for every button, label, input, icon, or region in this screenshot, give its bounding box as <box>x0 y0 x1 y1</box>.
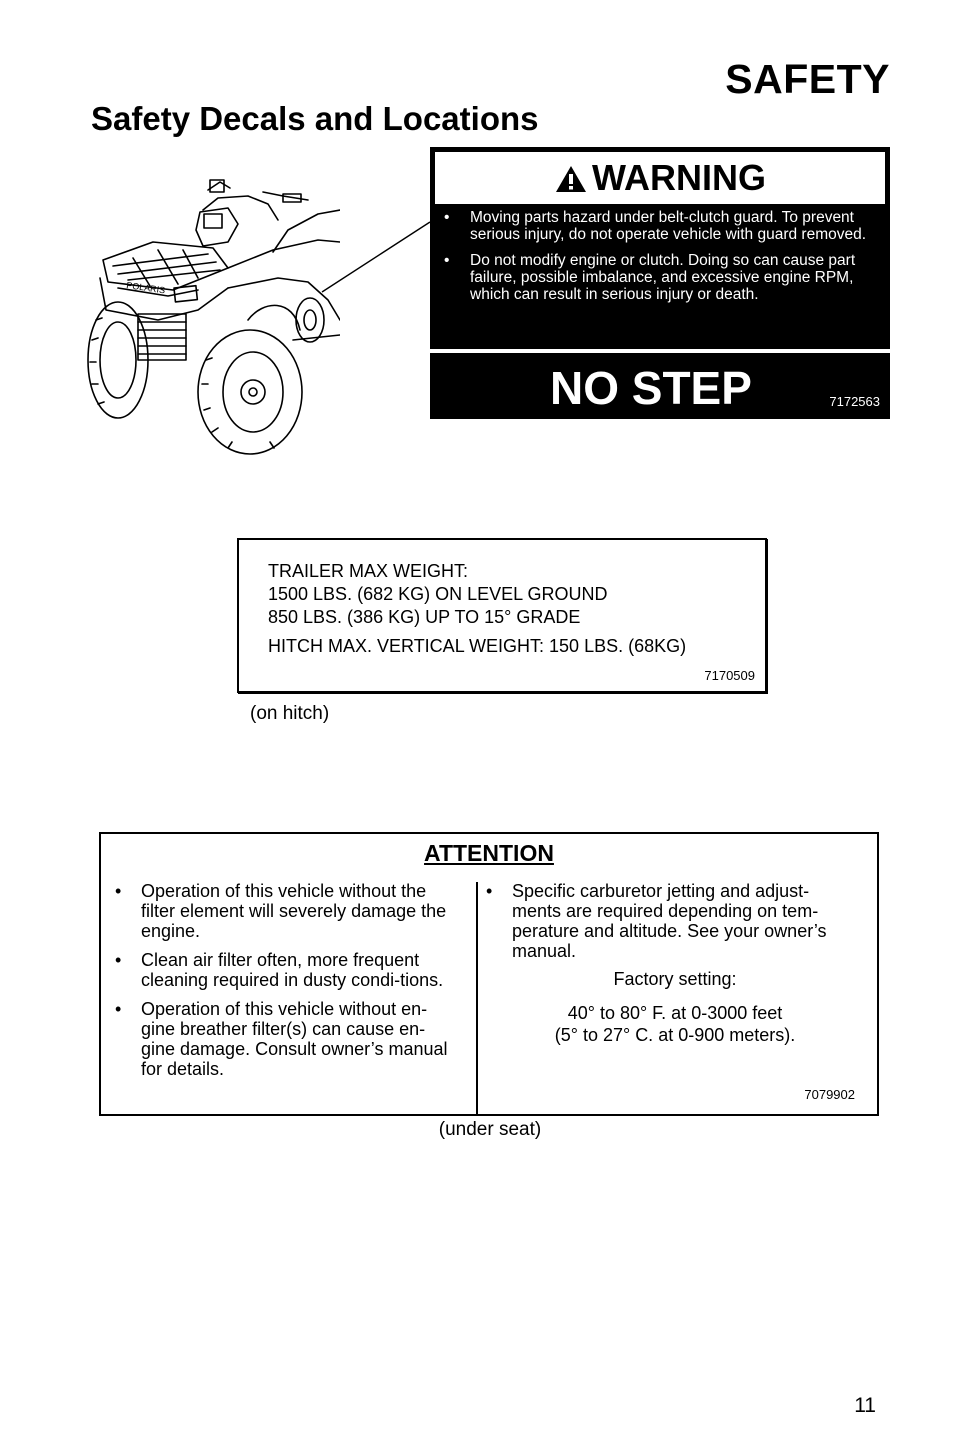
attention-decal-location: (under seat) <box>438 1119 542 1140</box>
warning-title: WARNING <box>592 157 766 198</box>
trailer-line: 850 LBS. (386 KG) UP TO 15° GRADE <box>268 607 581 627</box>
warning-item: • Moving parts hazard under belt-clutch guard. To prevent serious injury, do not operate vehicle with guard removed. <box>444 209 872 243</box>
attention-left-list <box>115 881 455 1088</box>
no-step-label: NO STEP <box>550 362 752 414</box>
page-number: 11 <box>854 1394 876 1417</box>
attention-right-list <box>486 881 858 970</box>
warning-triangle-icon <box>554 164 588 194</box>
no-step-decal <box>430 353 890 419</box>
trailer-weight-text <box>268 560 607 629</box>
factory-setting-fahrenheit: 40° to 80° F. at 0-3000 feet <box>567 1003 783 1023</box>
factory-setting-celsius: (5° to 27° C. at 0-900 meters). <box>554 1025 796 1045</box>
attention-title: ATTENTION <box>424 840 554 866</box>
hitch-weight-text: HITCH MAX. VERTICAL WEIGHT: 150 LBS. (68KG) <box>268 636 687 656</box>
attention-item: • Operation of this vehicle without en-gine breather filter(s) can cause en-gine damage. Consult owner’s manual for details. <box>115 999 455 1079</box>
attention-decal-code: 7079902 <box>804 1087 855 1102</box>
trailer-line: 1500 LBS. (682 KG) ON LEVEL GROUND <box>268 584 608 604</box>
trailer-decal <box>237 538 767 693</box>
attention-item: • Specific carburetor jetting and adjust-ments are required depending on tem-perature and altitude. See your owner’s manual. <box>486 881 858 961</box>
section-title: SAFETY <box>725 56 890 102</box>
attention-item: • Clean air filter often, more frequent cleaning required in dusty condi-tions. <box>115 950 455 990</box>
warning-header <box>435 152 885 204</box>
warning-item: • Do not modify engine or clutch. Doing so can cause part failure, possible imbalance, and excessive engine RPM, which can result in serious injury or death. <box>444 252 872 303</box>
attention-item: • Operation of this vehicle without the filter element will severely damage the engine. <box>115 881 455 941</box>
attention-divider <box>476 882 478 1114</box>
trailer-line: TRAILER MAX WEIGHT: <box>268 561 469 581</box>
attention-decal <box>99 832 879 1116</box>
trailer-decal-code: 7170509 <box>704 668 755 683</box>
page-heading: Safety Decals and Locations <box>91 100 539 137</box>
factory-setting-label: Factory setting: <box>613 969 737 989</box>
warning-list <box>444 209 872 312</box>
atv-illustration <box>78 170 340 455</box>
warning-decal-code: 7172563 <box>829 394 880 409</box>
warning-decal <box>430 147 890 349</box>
trailer-decal-location: (on hitch) <box>250 703 330 724</box>
svg-text:POLARIS: POLARIS <box>125 280 166 296</box>
